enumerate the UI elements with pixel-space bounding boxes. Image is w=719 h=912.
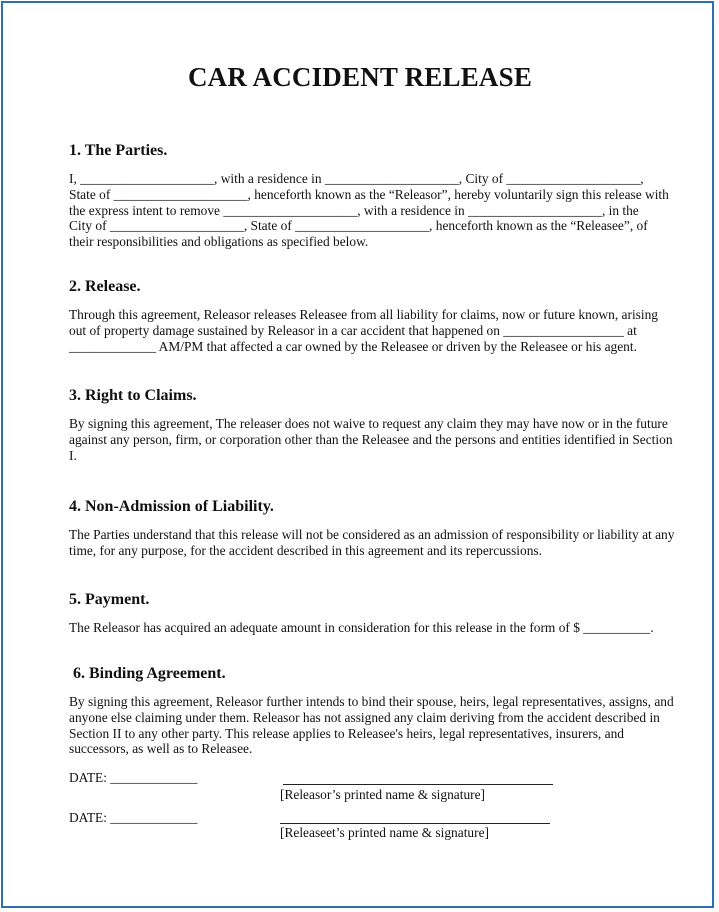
section-heading-binding-agreement: 6. Binding Agreement.	[73, 665, 226, 682]
section-heading-release: 2. Release.	[69, 278, 141, 295]
signature-caption-releasee: [Releaseet’s printed name & signature]	[280, 825, 489, 840]
text-line: anyone else claiming under them. Releasor has not assigned any claim deriving from the accident described in	[69, 709, 660, 725]
text-line: City of ____________________, State of ____________________, henceforth known as the “Releasee”, of	[69, 218, 648, 234]
section-body-parties	[69, 171, 669, 250]
signature-line-releasee	[280, 823, 550, 824]
section-body-right-to-claims	[69, 416, 673, 463]
text-line: By signing this agreement, The releaser does not waive to request any claim they may have now or in the future	[69, 416, 668, 431]
text-line: time, for any purpose, for the accident described in this agreement and its repercussions.	[69, 542, 542, 558]
text-line: I.	[69, 447, 77, 463]
text-line: The Releasor has acquired an adequate amount in consideration for this release in the form of $ __________.	[69, 620, 654, 635]
text-line: _____________ AM/PM that affected a car owned by the Releasee or driven by the Releasee or his agent.	[69, 338, 637, 354]
section-body-binding-agreement	[69, 694, 674, 757]
text-line: By signing this agreement, Releasor further intends to bind their spouse, heirs, legal representatives, assigns, and	[69, 694, 674, 709]
text-line: out of property damage sustained by Releasor in a car accident that happened on __________________ at	[69, 322, 637, 338]
text-line: the express intent to remove ____________________, with a residence in ____________________, in the	[69, 202, 639, 218]
document-title: CAR ACCIDENT RELEASE	[187, 62, 533, 92]
date-field-releasee: DATE: _____________	[69, 810, 198, 825]
section-body-payment	[69, 620, 653, 636]
section-heading-parties: 1. The Parties.	[69, 142, 168, 159]
section-heading-non-admission: 4. Non-Admission of Liability.	[69, 498, 274, 515]
section-body-release	[69, 307, 659, 354]
text-line: State of ____________________, henceforth known as the “Releasor”, hereby voluntarily sign this release with	[69, 186, 669, 202]
signature-caption-releasor: [Releasor’s printed name & signature]	[280, 787, 486, 802]
section-body-non-admission	[69, 527, 675, 559]
section-heading-right-to-claims: 3. Right to Claims.	[69, 387, 197, 404]
text-line: Through this agreement, Releasor releases Releasee from all liability for claims, now or future known, arising	[69, 307, 659, 322]
signature-line-releasor	[283, 784, 553, 785]
text-line: against any person, firm, or corporation other than the Releasee and the persons and entities identified in Section	[69, 431, 673, 447]
text-line: Section II to any other party. This release applies to Releasee's heirs, legal representatives, insurers, and	[69, 725, 624, 741]
text-line: The Parties understand that this release will not be considered as an admission of responsibility or liability at any	[69, 527, 675, 542]
text-line: I, ____________________, with a residence in ____________________, City of ____________________,	[69, 171, 644, 186]
section-heading-payment: 5. Payment.	[69, 591, 150, 608]
text-line: successors, as well as to Releasee.	[69, 741, 253, 757]
text-line: their responsibilities and obligations as specified below.	[69, 234, 369, 250]
date-field-releasor: DATE: _____________	[69, 770, 198, 785]
